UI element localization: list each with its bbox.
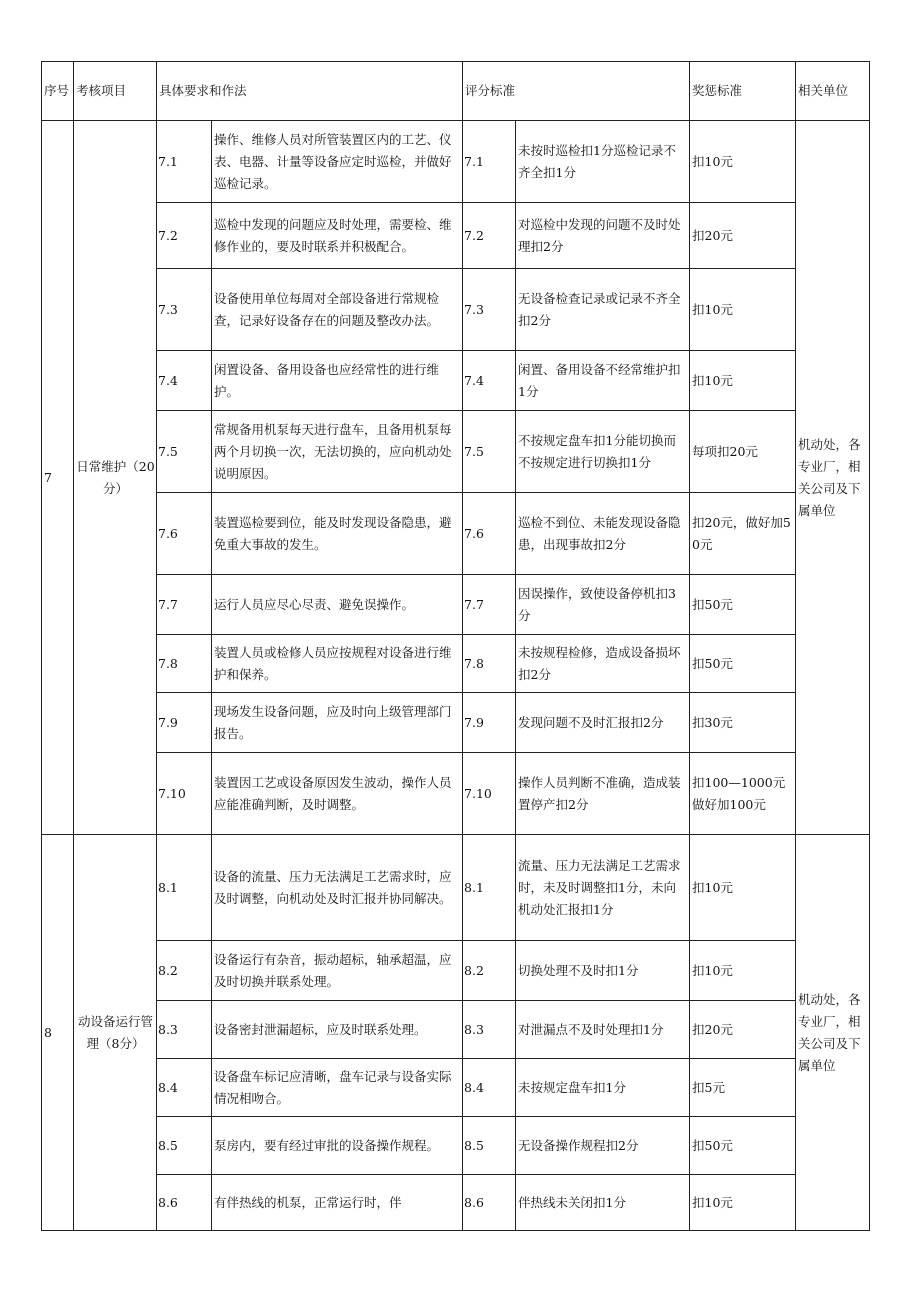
reward-text: 扣10元 [690,269,796,351]
req-code: 7.1 [157,121,212,203]
req-code: 8.4 [157,1059,212,1117]
reward-text: 扣50元 [690,575,796,635]
requirement-text: 现场发生设备问题，应及时向上级管理部门报告。 [212,693,463,753]
req-code: 7.5 [157,411,212,493]
requirement-text: 装置因工艺或设备原因发生波动，操作人员应能准确判断，及时调整。 [212,753,463,835]
standard-text: 不按规定盘车扣1分能切换而不按规定进行切换扣1分 [516,411,690,493]
table-row [42,1001,870,1059]
table-row [42,121,870,203]
standard-text: 未按规定盘车扣1分 [516,1059,690,1117]
table-header-row [42,62,870,121]
req-code: 8.6 [157,1175,212,1231]
requirement-text: 运行人员应尽心尽责、避免误操作。 [212,575,463,635]
header-requirement: 具体要求和作法 [157,62,463,121]
req-code: 8.5 [157,1117,212,1175]
table-row [42,753,870,835]
req-code: 7.7 [157,575,212,635]
standard-text: 无设备操作规程扣2分 [516,1117,690,1175]
requirement-text: 装置人员或检修人员应按规程对设备进行维护和保养。 [212,635,463,693]
header-seq: 序号 [42,62,74,121]
req-code: 7.10 [157,753,212,835]
req-code: 7.3 [157,269,212,351]
requirement-text: 泵房内，要有经过审批的设备操作规程。 [212,1117,463,1175]
table-row [42,493,870,575]
table-row [42,1059,870,1117]
reward-text: 扣20元，做好加50元 [690,493,796,575]
requirement-text: 常规备用机泵每天进行盘车，且备用机泵每两个月切换一次，无法切换的，应向机动处说明原因。 [212,411,463,493]
standard-text: 操作人员判断不准确，造成装置停产扣2分 [516,753,690,835]
reward-text: 扣20元 [690,203,796,269]
standard-code: 8.4 [463,1059,516,1117]
reward-text: 扣50元 [690,1117,796,1175]
table-row [42,1117,870,1175]
section-seq: 7 [42,121,74,835]
section-unit: 机动处，各专业厂，相关公司及下属单位 [796,121,870,835]
requirement-text: 装置巡检要到位，能及时发现设备隐患，避免重大事故的发生。 [212,493,463,575]
table-row [42,693,870,753]
standard-code: 7.10 [463,753,516,835]
reward-text: 扣10元 [690,121,796,203]
standard-text: 对巡检中发现的问题不及时处理扣2分 [516,203,690,269]
section-seq: 8 [42,835,74,1231]
section-item: 动设备运行管理（8分） [74,835,157,1231]
standard-code: 8.6 [463,1175,516,1231]
requirement-text: 设备密封泄漏超标，应及时联系处理。 [212,1001,463,1059]
standard-code: 7.9 [463,693,516,753]
table-row [42,635,870,693]
reward-text: 扣100—1000元做好加100元 [690,753,796,835]
reward-text: 扣50元 [690,635,796,693]
req-code: 7.8 [157,635,212,693]
standard-text: 未按时巡检扣1分巡检记录不齐全扣1分 [516,121,690,203]
reward-text: 扣10元 [690,351,796,411]
requirement-text: 设备运行有杂音，振动超标，轴承超温，应及时切换并联系处理。 [212,941,463,1001]
table-row [42,835,870,941]
reward-text: 扣10元 [690,1175,796,1231]
section-unit: 机动处，各专业厂，相关公司及下属单位 [796,835,870,1231]
req-code: 7.9 [157,693,212,753]
requirement-text: 操作、维修人员对所管装置区内的工艺、仪表、电器、计量等设备应定时巡检，并做好巡检记录。 [212,121,463,203]
requirement-text: 巡检中发现的问题应及时处理，需要检、维修作业的，要及时联系并积极配合。 [212,203,463,269]
req-code: 8.2 [157,941,212,1001]
requirement-text: 有伴热线的机泵，正常运行时，伴 [212,1175,463,1231]
reward-text: 扣10元 [690,835,796,941]
reward-text: 扣20元 [690,1001,796,1059]
standard-text: 未按规程检修，造成设备损坏扣2分 [516,635,690,693]
standard-code: 7.4 [463,351,516,411]
requirement-text: 设备使用单位每周对全部设备进行常规检查，记录好设备存在的问题及整改办法。 [212,269,463,351]
header-item: 考核项目 [74,62,157,121]
standard-code: 7.5 [463,411,516,493]
reward-text: 扣10元 [690,941,796,1001]
table-row [42,411,870,493]
table-row [42,941,870,1001]
standard-code: 7.2 [463,203,516,269]
standard-code: 8.1 [463,835,516,941]
req-code: 7.6 [157,493,212,575]
table-row [42,269,870,351]
table-row [42,575,870,635]
standard-code: 8.3 [463,1001,516,1059]
req-code: 8.3 [157,1001,212,1059]
standard-text: 对泄漏点不及时处理扣1分 [516,1001,690,1059]
standard-text: 流量、压力无法满足工艺需求时，未及时调整扣1分，未向机动处汇报扣1分 [516,835,690,941]
standard-text: 发现问题不及时汇报扣2分 [516,693,690,753]
standard-text: 伴热线未关闭扣1分 [516,1175,690,1231]
standard-code: 7.1 [463,121,516,203]
assessment-table [41,61,870,1231]
header-standard: 评分标准 [463,62,690,121]
req-code: 7.4 [157,351,212,411]
section-item: 日常维护（20分） [74,121,157,835]
standard-code: 7.8 [463,635,516,693]
reward-text: 扣5元 [690,1059,796,1117]
standard-code: 7.3 [463,269,516,351]
assessment-table-body [42,62,870,1231]
table-row [42,203,870,269]
standard-text: 切换处理不及时扣1分 [516,941,690,1001]
req-code: 8.1 [157,835,212,941]
reward-text: 每项扣20元 [690,411,796,493]
standard-code: 7.6 [463,493,516,575]
table-row [42,1175,870,1231]
standard-text: 无设备检查记录或记录不齐全扣2分 [516,269,690,351]
standard-text: 因误操作，致使设备停机扣3分 [516,575,690,635]
standard-text: 巡检不到位、未能发现设备隐患，出现事故扣2分 [516,493,690,575]
requirement-text: 闲置设备、备用设备也应经常性的进行维护。 [212,351,463,411]
table-row [42,351,870,411]
header-reward: 奖惩标准 [690,62,796,121]
requirement-text: 设备的流量、压力无法满足工艺需求时，应及时调整，向机动处及时汇报并协同解决。 [212,835,463,941]
standard-code: 8.2 [463,941,516,1001]
req-code: 7.2 [157,203,212,269]
header-unit: 相关单位 [796,62,870,121]
reward-text: 扣30元 [690,693,796,753]
standard-text: 闲置、备用设备不经常维护扣1分 [516,351,690,411]
standard-code: 8.5 [463,1117,516,1175]
standard-code: 7.7 [463,575,516,635]
requirement-text: 设备盘车标记应清晰，盘车记录与设备实际情况相吻合。 [212,1059,463,1117]
